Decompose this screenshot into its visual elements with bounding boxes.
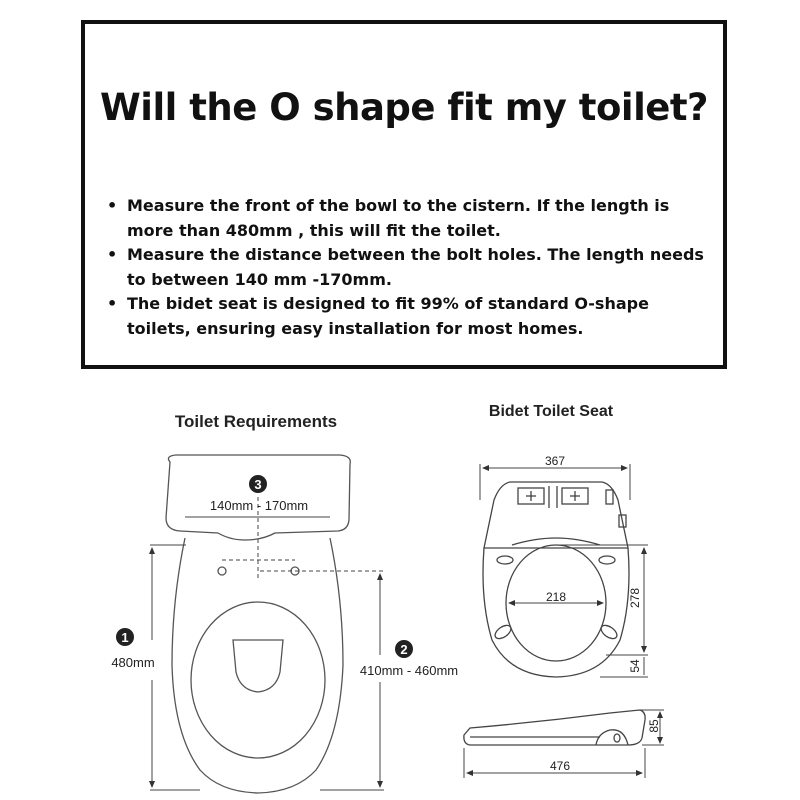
seat-outline [483, 548, 629, 677]
seat-side-view [464, 710, 645, 745]
seat-side-length-label: 476 [549, 759, 571, 773]
seat-front-label: 54 [628, 659, 642, 673]
bowl-dimension [260, 571, 384, 790]
bidet-seat-heading: Bidet Toilet Seat [488, 403, 614, 420]
inner-width-label: 218 [545, 590, 567, 604]
bullet-bolt-distance: • Measure the distance between the bolt holes. The length needs to between 140 mm -170mm. [113, 243, 705, 292]
seat-height-label: 85 [647, 719, 661, 733]
marker-1: 1 [121, 630, 129, 645]
marker-2: 2 [400, 642, 408, 657]
length-label: 480mm [111, 655, 155, 670]
seat-top-view [483, 482, 629, 677]
bowl-length-label: 410mm - 460mm [359, 663, 459, 678]
marker-3: 3 [254, 477, 262, 492]
bullet-bowl-length: • Measure the front of the bowl to the cistern. If the length is more than 480mm , this will fit the toilet. [113, 194, 705, 243]
page-title: Will the O shape fit my toilet? [100, 86, 708, 129]
bolt-distance-label: 140mm - 170mm [209, 498, 309, 513]
seat-width-label: 367 [544, 454, 566, 468]
bowl-drain [233, 640, 283, 692]
seat-length-dimension [556, 545, 648, 677]
bolt-hole-left [218, 567, 226, 575]
length-dimension [150, 545, 200, 790]
toilet-requirements-heading: Toilet Requirements [174, 412, 338, 431]
seat-length-label: 278 [628, 587, 642, 609]
bullet-compatibility: • The bidet seat is designed to fit 99% of standard O-shape toilets, ensuring easy installation for most homes. [113, 292, 705, 341]
bowl-opening [191, 602, 325, 758]
